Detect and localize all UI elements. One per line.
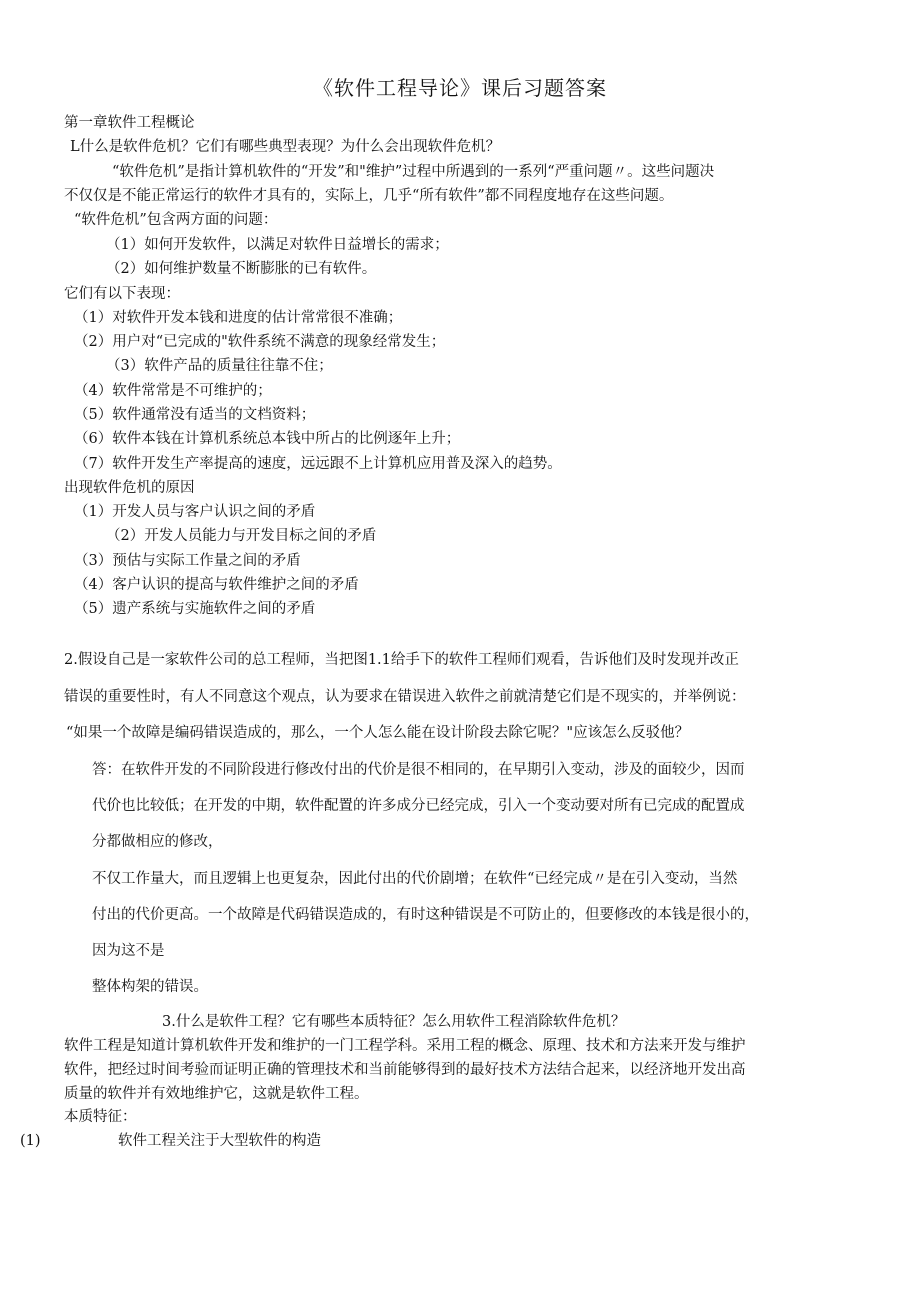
- list-item: （6）软件本钱在计算机系统总本钱中所占的比例逐年上升；: [74, 431, 461, 447]
- paragraph-line: 质量的软件并有效地维护它，这就是软件工程。: [64, 1086, 369, 1102]
- list-item: （5）软件通常没有适当的文档资料；: [74, 407, 316, 423]
- list-item: （3）软件产品的质量往往靠不住；: [106, 358, 333, 374]
- answer-line: 代价也比较低；在开发的中期，软件配置的许多成分已经完成，引入一个变动要对所有已完成的配置成: [92, 798, 745, 814]
- paragraph-line: 不仅仅是不能正常运行的软件才具有的，实际上，几乎“所有软件”都不同程度地存在这些问题。: [64, 188, 674, 204]
- list-item: （3）预估与实际工作量之间的矛盾: [74, 553, 301, 569]
- list-item: （1）如何开发软件，以满足对软件日益增长的需求；: [106, 237, 449, 253]
- list-item: （1）开发人员与客户认识之间的矛盾: [74, 504, 316, 520]
- answer-line: 因为这不是: [92, 943, 165, 959]
- answer-line: 分都做相应的修改，: [92, 834, 223, 850]
- paragraph-line: 软件，把经过时间考验而证明正确的管理技术和当前能够得到的最好技术方法结合起来，以经济地开发出高: [64, 1062, 746, 1078]
- chapter-heading: 第一章软件工程概论: [64, 115, 195, 131]
- paragraph-line: “软件危机”是指计算机软件的“开发”和"维护”过程中所遇到的一系列“严重问题〃。这些问题决: [112, 164, 715, 180]
- answer-line: 不仅工作量大，而且逻辑上也更复杂，因此付出的代价剧增；在软件“已经完成〃是在引入变动，当然: [92, 871, 738, 887]
- list-item: （2）用户对“已完成的"软件系统不满意的现象经常发生；: [74, 334, 446, 350]
- paragraph-line: “软件危机”包含两方面的问题：: [74, 212, 278, 228]
- list-item: （2）如何维护数量不断膨胀的已有软件。: [106, 261, 377, 277]
- question-1: L什么是软件危机？它们有哪些典型表现？为什么会出现软件危机？: [70, 139, 501, 155]
- list-number: (1): [20, 1133, 41, 1149]
- section-label: 它们有以下表现：: [64, 286, 180, 302]
- answer-line: 付出的代价更高。一个故障是代码错误造成的，有时这种错误是不可防止的，但要修改的本钱是很小的，: [92, 907, 759, 923]
- section-label: 本质特征：: [64, 1109, 137, 1125]
- answer-line: 整体构架的错误。: [92, 979, 208, 995]
- list-item: （2）开发人员能力与开发目标之间的矛盾: [106, 528, 377, 544]
- question-2: 2.假设自己是一家软件公司的总工程师，当把图1.1给手下的软件工程师们观看，告诉他们及时发现并改正: [64, 652, 739, 668]
- question-2-line: “如果一个故障是编码错误造成的，那么，一个人怎么能在设计阶段去除它呢？"应该怎么反驳他？: [66, 725, 690, 741]
- document-title: 《软件工程导论》课后习题答案: [313, 76, 607, 100]
- list-item: （5）遗产系统与实施软件之间的矛盾: [74, 601, 316, 617]
- list-item: （4）客户认识的提高与软件维护之间的矛盾: [74, 577, 359, 593]
- list-item: （1）对软件开发本钱和进度的估计常常很不准确；: [74, 310, 403, 326]
- list-item: 软件工程关注于大型软件的构造: [118, 1133, 321, 1149]
- list-item: （4）软件常常是不可维护的；: [74, 383, 272, 399]
- question-2-line: 错误的重要性时，有人不同意这个观点，认为要求在错误进入软件之前就清楚它们是不现实的，并举例说：: [64, 689, 746, 705]
- list-item: （7）软件开发生产率提高的速度，远远跟不上计算机应用普及深入的趋势。: [74, 456, 562, 472]
- section-label: 出现软件危机的原因: [64, 480, 195, 496]
- paragraph-line: 软件工程是知道计算机软件开发和维护的一门工程学科。采用工程的概念、原理、技术和方法来开发与维护: [64, 1038, 746, 1054]
- question-3: 3.什么是软件工程？它有哪些本质特征？怎么用软件工程消除软件危机？: [162, 1014, 626, 1030]
- answer-line: 答：在软件开发的不同阶段进行修改付出的代价是很不相同的，在早期引入变动，涉及的面较少，因而: [92, 762, 745, 778]
